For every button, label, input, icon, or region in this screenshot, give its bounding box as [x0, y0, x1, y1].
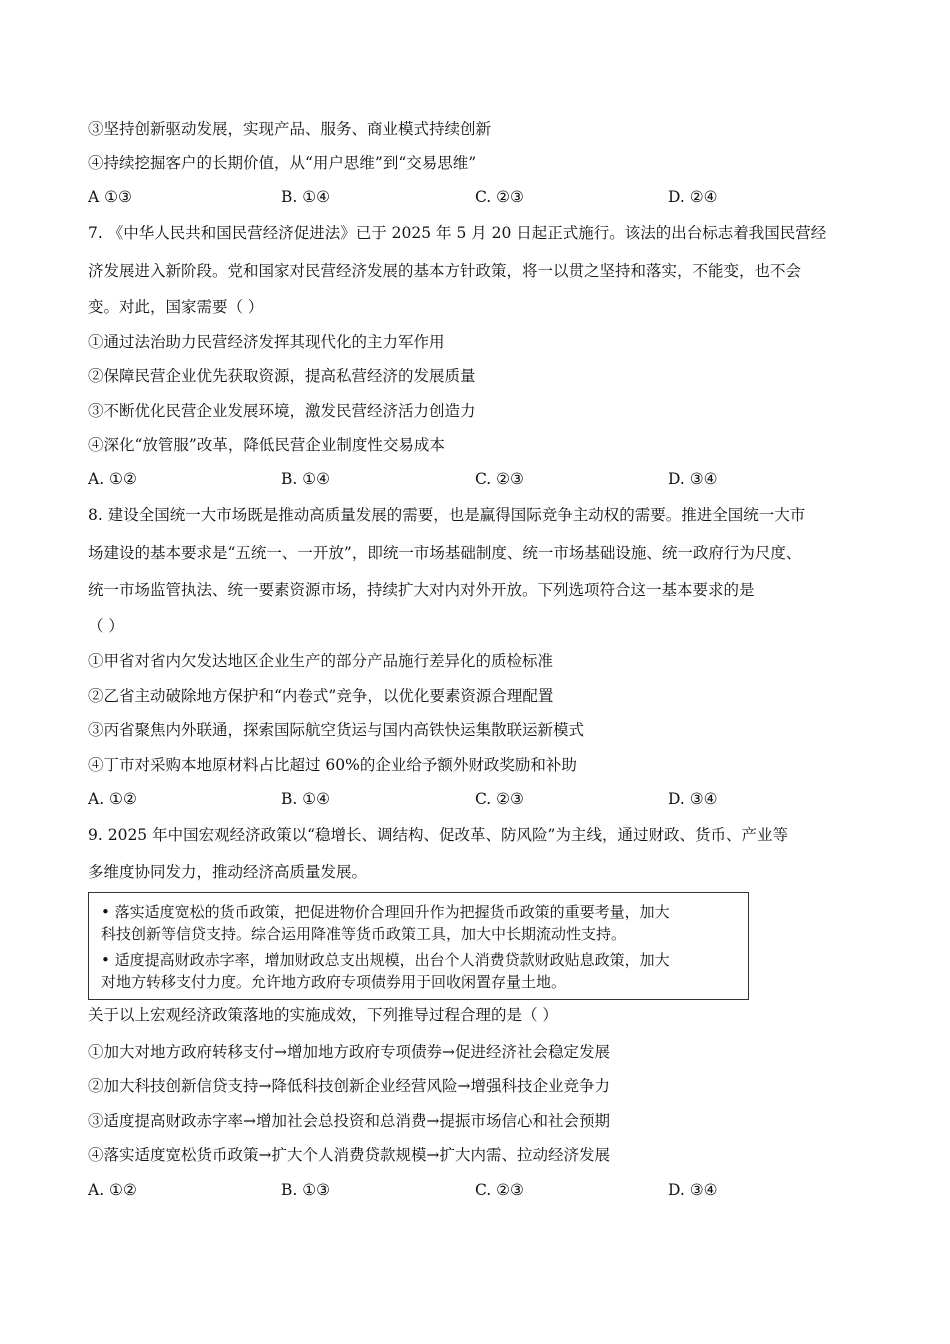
q7-statement-1: ①通过法治助力民营经济发挥其现代化的主力军作用 [88, 333, 445, 351]
q8-option-d: D. ③④ [668, 790, 718, 808]
q8-stem-line-4: （ ） [88, 617, 124, 635]
q8-stem-line-3: 统一市场监管执法、统一要素资源市场，持续扩大对内对外开放。下列选项符合这一基本要求的是 [88, 581, 755, 599]
q6-statement-3: ③坚持创新驱动发展，实现产品、服务、商业模式持续创新 [88, 120, 492, 138]
q9-box-bullet-2-line-2: 对地方转移支付力度。允许地方政府专项债券用于回收闲置存量土地。 [101, 973, 567, 991]
q9-option-c: C. ②③ [475, 1181, 524, 1199]
q9-options [88, 1180, 868, 1200]
q7-options [88, 469, 868, 489]
q7-statement-4: ④深化“放管服”改革，降低民营企业制度性交易成本 [88, 436, 445, 454]
q9-box-bullet-1-line-1: • 落实适度宽松的货币政策，把促进物价合理回升作为把握货币政策的重要考量，加大 [101, 903, 670, 921]
q7-statement-2: ②保障民营企业优先获取资源，提高私营经济的发展质量 [88, 367, 476, 385]
q8-statement-4: ④丁市对采购本地原材料占比超过 60%的企业给予额外财政奖励和补助 [88, 756, 577, 774]
q9-option-b: B. ①③ [281, 1181, 331, 1199]
q9-stem-line-1: 9. 2025 年中国宏观经济政策以“稳增长、调结构、促改革、防风险”为主线，通过财政、货币、产业等 [88, 826, 788, 844]
q6-option-a: A ①③ [88, 188, 132, 206]
q6-option-c: C. ②③ [475, 188, 524, 206]
q6-statement-4: ④持续挖掘客户的长期价值，从“用户思维”到“交易思维” [88, 154, 477, 172]
q9-option-d: D. ③④ [668, 1181, 718, 1199]
q8-statement-1: ①甲省对省内欠发达地区企业生产的部分产品施行差异化的质检标准 [88, 652, 554, 670]
q8-options [88, 789, 868, 809]
q9-policy-box [88, 892, 749, 1000]
q9-statement-2: ②加大科技创新信贷支持→降低科技创新企业经营风险→增强科技企业竞争力 [88, 1077, 610, 1095]
q6-option-d: D. ②④ [668, 188, 718, 206]
q6-options [88, 187, 868, 207]
q7-option-b: B. ①④ [281, 470, 331, 488]
q9-option-a: A. ①② [88, 1181, 137, 1199]
q8-statement-3: ③丙省聚焦内外联通，探索国际航空货运与国内高铁快运集散联运新模式 [88, 721, 585, 739]
q9-statement-4: ④落实适度宽松货币政策→扩大个人消费贷款规模→扩大内需、拉动经济发展 [88, 1146, 610, 1164]
q9-box-bullet-2-line-1: • 适度提高财政赤字率，增加财政总支出规模，出台个人消费贷款财政贴息政策，加大 [101, 951, 670, 969]
q8-statement-2: ②乙省主动破除地方保护和“内卷式”竞争，以优化要素资源合理配置 [88, 687, 554, 705]
q7-option-d: D. ③④ [668, 470, 718, 488]
q8-option-b: B. ①④ [281, 790, 331, 808]
q7-stem-line-3: 变。对此，国家需要（ ） [88, 298, 264, 316]
q8-option-a: A. ①② [88, 790, 137, 808]
q9-stem-line-2: 多维度协同发力，推动经济高质量发展。 [88, 863, 368, 881]
q7-stem-line-1: 7. 《中华人民共和国民营经济促进法》已于 2025 年 5 月 20 日起正式施行。该法的出台标志着我国民营经 [88, 224, 827, 242]
q7-stem-line-2: 济发展进入新阶段。党和国家对民营经济发展的基本方针政策，将一以贯之坚持和落实，不能变，也不会 [88, 262, 802, 280]
q8-stem-line-2: 场建设的基本要求是“五统一、一开放”，即统一市场基础制度、统一市场基础设施、统一政府行为尺度、 [88, 544, 802, 562]
q7-option-c: C. ②③ [475, 470, 524, 488]
q9-question: 关于以上宏观经济政策落地的实施成效，下列推导过程合理的是（ ） [88, 1006, 558, 1024]
q8-stem-line-1: 8. 建设全国统一大市场既是推动高质量发展的需要，也是赢得国际竞争主动权的需要。推进全国统一大市 [88, 506, 806, 524]
q7-statement-3: ③不断优化民营企业发展环境，激发民营经济活力创造力 [88, 402, 476, 420]
q9-statement-3: ③适度提高财政赤字率→增加社会总投资和总消费→提振市场信心和社会预期 [88, 1112, 610, 1130]
q9-statement-1: ①加大对地方政府转移支付→增加地方政府专项债券→促进经济社会稳定发展 [88, 1043, 610, 1061]
q7-option-a: A. ①② [88, 470, 137, 488]
q8-option-c: C. ②③ [475, 790, 524, 808]
q6-option-b: B. ①④ [281, 188, 331, 206]
q9-box-bullet-1-line-2: 科技创新等信贷支持。综合运用降准等货币政策工具，加大中长期流动性支持。 [101, 925, 627, 943]
